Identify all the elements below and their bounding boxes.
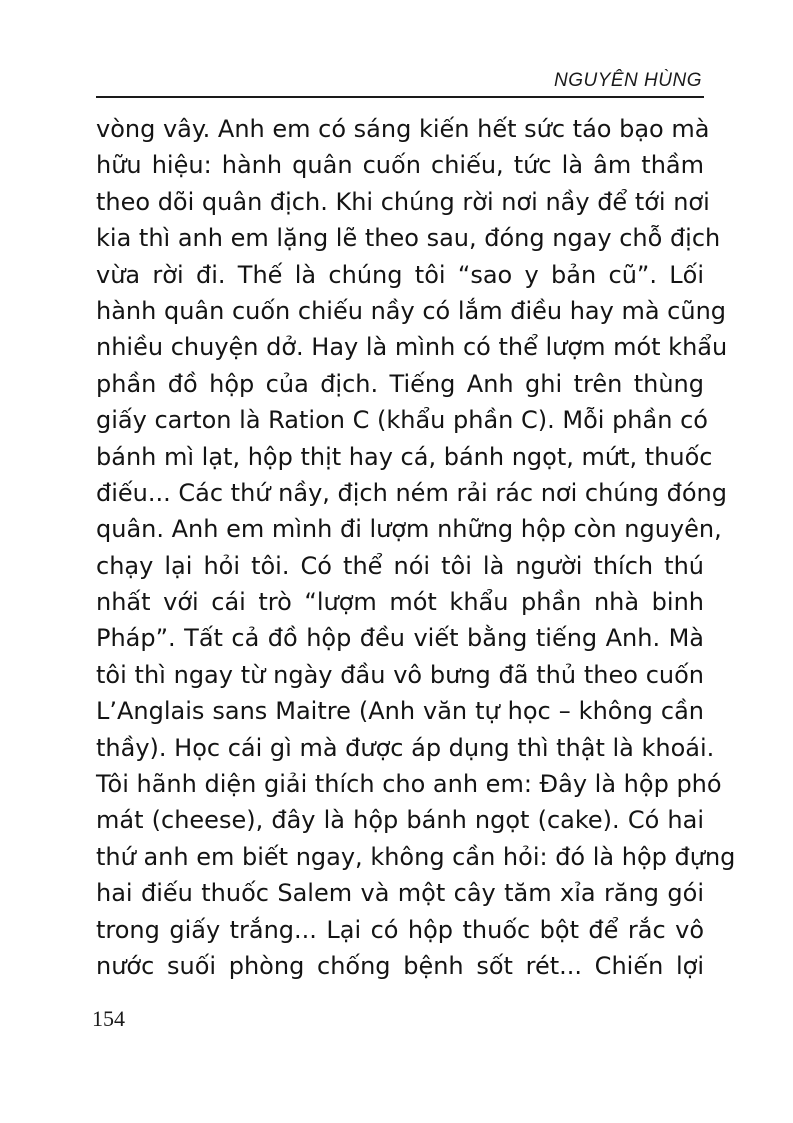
- text-line: mát (cheese), đây là hộp bánh ngọt (cake). Có hai: [96, 806, 704, 835]
- text-line: tôi thì ngay từ ngày đầu vô bưng đã thủ theo cuốn: [96, 660, 704, 689]
- page-number: 154: [92, 1006, 125, 1031]
- text-line: L’Anglais sans Maitre (Anh văn tự học – không cần: [96, 697, 704, 726]
- text-line: phần đồ hộp của địch. Tiếng Anh ghi trên thùng: [96, 369, 704, 398]
- body-text: [96, 111, 736, 984]
- running-header: [96, 66, 704, 98]
- text-line: hành quân cuốn chiếu nầy có lắm điều hay mà cũng: [96, 296, 727, 325]
- text-line: thứ anh em biết ngay, không cần hỏi: đó là hộp đựng: [96, 842, 736, 871]
- text-line: quân. Anh em mình đi lượm những hộp còn nguyên,: [96, 515, 722, 544]
- text-line: hai điếu thuốc Salem và một cây tăm xỉa răng gói: [96, 879, 704, 908]
- text-line: giấy carton là Ration C (khẩu phần C). Mỗi phần có: [96, 406, 708, 435]
- header-author-name: NGUYÊN HÙNG: [553, 70, 702, 91]
- text-line: kia thì anh em lặng lẽ theo sau, đóng ngay chỗ địch: [96, 224, 721, 253]
- text-line: điếu... Các thứ nầy, địch ném rải rác nơi chúng đóng: [96, 478, 727, 507]
- text-line: Pháp”. Tất cả đồ hộp đều viết bằng tiếng Anh. Mà: [96, 624, 704, 653]
- text-line: nhiều chuyện dở. Hay là mình có thể lượm mót khẩu: [96, 333, 728, 362]
- text-line: vừa rời đi. Thế là chúng tôi “sao y bản cũ”. Lối: [96, 260, 704, 289]
- text-line: nước suối phòng chống bệnh sốt rét... Chiến lợi: [96, 951, 704, 980]
- text-line: chạy lại hỏi tôi. Có thể nói tôi là người thích thú: [96, 551, 704, 580]
- text-line: hữu hiệu: hành quân cuốn chiếu, tức là âm thầm: [96, 151, 704, 180]
- text-line: bánh mì lạt, hộp thịt hay cá, bánh ngọt, mứt, thuốc: [96, 442, 713, 471]
- text-line: vòng vây. Anh em có sáng kiến hết sức táo bạo mà: [96, 115, 710, 143]
- text-line: theo dõi quân địch. Khi chúng rời nơi nầy để tới nơi: [96, 187, 710, 216]
- text-line: trong giấy trắng... Lại có hộp thuốc bột để rắc vô: [96, 915, 704, 944]
- text-line: thầy). Học cái gì mà được áp dụng thì thật là khoái.: [96, 733, 715, 762]
- text-line: nhất với cái trò “lượm mót khẩu phần nhà binh: [96, 588, 704, 617]
- text-line: Tôi hãnh diện giải thích cho anh em: Đây là hộp phó: [96, 770, 722, 799]
